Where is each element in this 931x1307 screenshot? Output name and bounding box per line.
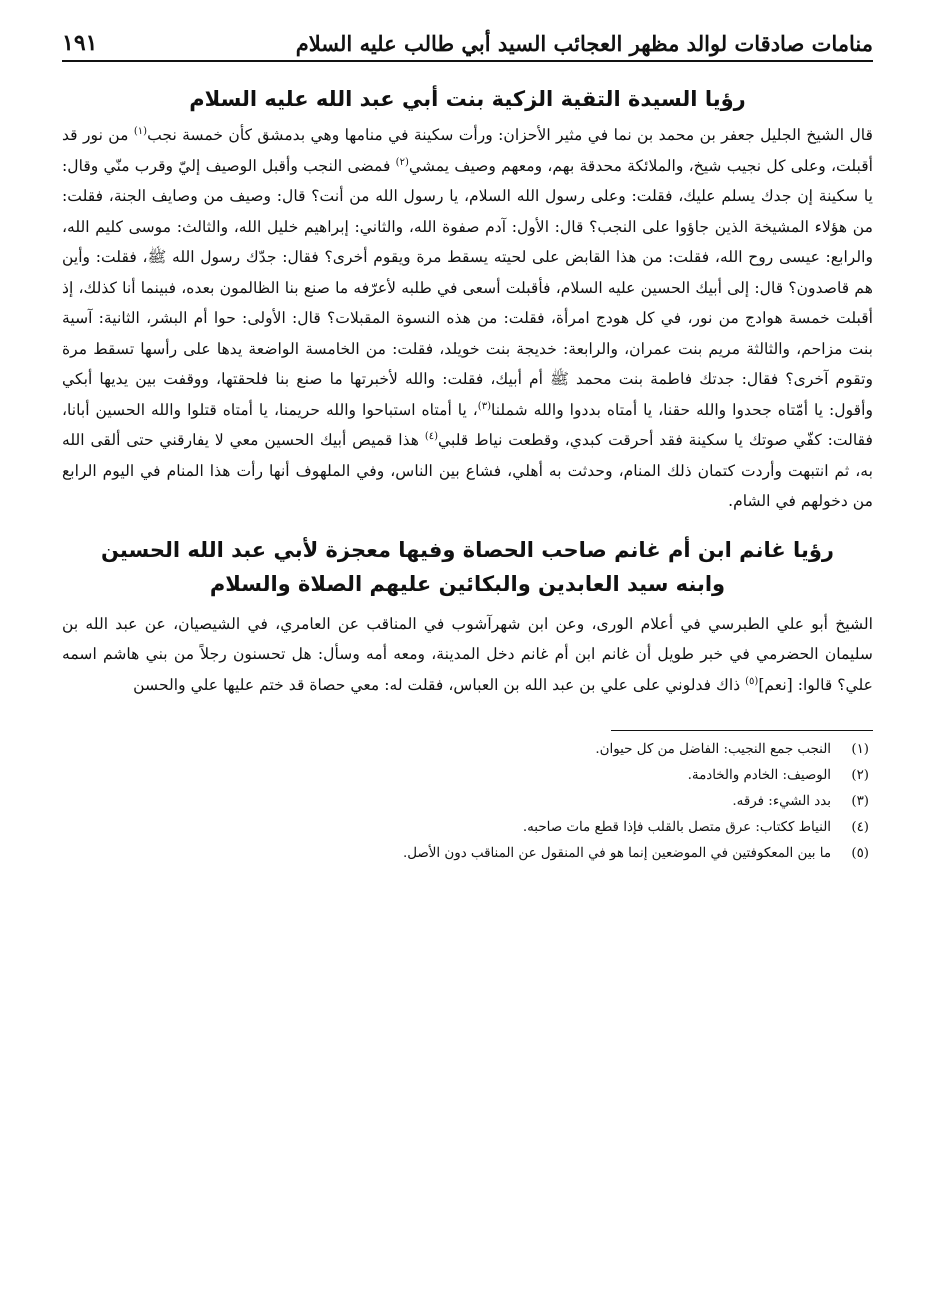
footnote-text: الوصيف: الخادم والخادمة. bbox=[687, 768, 831, 783]
footnotes-list bbox=[62, 737, 873, 867]
text-run: من نور قد أقبلت، وعلى كل نجيب شيخ، والملائكة محدقة بهم، ومعهم وصيف يمشي bbox=[62, 126, 873, 175]
footnote-ref-2: (٢) bbox=[395, 156, 409, 168]
footnote-ref-1: (١) bbox=[133, 125, 148, 137]
text-run: فمضى النجب وأقبل الوصيف إليّ وقرب منّي وقال: يا سكينة إن جدك يسلم عليك، فقلت: وعلى رسول الله السلام، يا رسول الله من أنت؟ قال: وصيف من وصايف الجنة، فقلت: من هؤلاء المشيخة الذين جاؤوا على النجب؟ قال: الأول: آدم صفوة الله، والثاني: إبراهيم خليل الله، والثالث: موسى كليم الله، والرابع: عيسى روح الله، فقلت: من هذا القابض على لحيته يسقط مرة ويقوم أخرى؟ فقال: جدّك رسول الله ﷺ، فقلت: وأين هم قاصدون؟ قال: إلى أبيك الحسين عليه السلام، فأقبلت أسعى في طلبه لأعرّفه ما صنع بنا الظالمون بعده، فبينما أنا كذلك، إذ أقبلت خمسة هوادج من نور، في كل هودج امرأة، فقلت: من هذه النسوة المقبلات؟ قال: الأولى: حوا أم البشر، الثانية: آسية بنت مزاحم، والثالثة مريم بنت عمران، والرابعة: خديجة بنت خويلد، فقلت: من الخامسة الواضعة يدها على رأسها تسقط مرة وتقوم آخرى؟ فقال: جدتك فاطمة بنت محمد ﷺ أم أبيك، فقلت: والله لأخبرتها ما صنع بنا فلحقتها، ووقفت بين يديها أبكي وأقول: يا أمّتاه جحدوا والله حقنا، يا أمتاه بددوا والله شملنا bbox=[62, 156, 873, 419]
text-run: ، يا أمتاه استباحوا والله حريمنا، يا أمتاه قتلوا والله الحسين أبانا، فقالت: كفّي صوتك يا سكينة فقد أحرقت كبدي، وقطعت نياط قلبي bbox=[62, 400, 873, 449]
footnote-item bbox=[62, 815, 869, 841]
section-heading-ghanim-dream bbox=[62, 533, 873, 601]
footnote-item bbox=[62, 763, 869, 789]
page-number: ١٩١ bbox=[62, 30, 98, 56]
heading-line-2: وابنه سيد العابدين والبكائين عليهم الصلاة والسلام bbox=[209, 571, 726, 596]
footnote-number: (٢) bbox=[851, 768, 869, 783]
text-run: قال الشيخ الجليل جعفر بن محمد بن نما في مثير الأحزان: ورأت سكينة في منامها وهي بدمشق كأن خمسة نجب bbox=[147, 126, 873, 144]
footnote-ref-5: (٥) bbox=[745, 675, 759, 687]
running-title: منامات صادقات لوالد مظهر العجائب السيد أبي طالب عليه السلام bbox=[295, 31, 873, 56]
text-run: ذاك فدلوني على علي بن عبد الله بن العباس، فقلت له: معي حصاة قد ختم عليها علي والحسن bbox=[133, 675, 746, 694]
text-run: الشيخ أبو علي الطبرسي في أعلام الورى، وعن ابن شهرآشوب في المناقب عن العامري، في الشيصيان، عن عبد الله بن سليمان الحضرمي في خبر طويل أن غانم ابن أم غانم دخل المدينة، ومعه أمه وسأل: هل تحسنون رجلاً من بني هاشم اسمه علي؟ قالوا: [نعم] bbox=[62, 614, 873, 694]
footnote-item bbox=[62, 737, 869, 763]
footnote-item bbox=[62, 789, 869, 815]
footnote-number: (٤) bbox=[851, 820, 869, 835]
footnote-text: بدد الشيء: فرقه. bbox=[732, 794, 831, 809]
footnote-ref-4: (٤) bbox=[424, 430, 439, 442]
footnote-text: النياط ككتاب: عرق متصل بالقلب فإذا قطع مات صاحبه. bbox=[522, 820, 831, 835]
body-paragraph-sukayna bbox=[62, 120, 873, 517]
footnote-item bbox=[62, 841, 869, 867]
section-heading-sukayna-dream: رؤيا السيدة التقية الزكية بنت أبي عبد الله عليه السلام bbox=[189, 87, 746, 111]
footnote-text: النجب جمع النجيب: الفاضل من كل حيوان. bbox=[595, 742, 831, 757]
text-run: هذا قميص أبيك الحسين معي لا يفارقني حتى ألقى الله به، ثم انتبهت وأردت كتمان ذلك المنام، وحدثت به أهلي، فشاع بين الناس، وفي الملهوف أنها رأت هذا المنام في اليوم الرابع من دخولهم في الشام. bbox=[62, 431, 873, 510]
footnote-ref-3: (٣) bbox=[477, 400, 491, 412]
footnote-number: (١) bbox=[851, 742, 869, 757]
footnote-number: (٣) bbox=[851, 794, 869, 809]
footnote-number: (٥) bbox=[851, 846, 869, 861]
body-paragraph-ghanim bbox=[62, 609, 873, 701]
heading-line-1: رؤيا غانم ابن أم غانم صاحب الحصاة وفيها معجزة لأبي عبد الله الحسين bbox=[101, 537, 834, 562]
footnote-divider bbox=[611, 730, 873, 731]
running-header bbox=[62, 30, 873, 62]
footnote-text: ما بين المعكوفتين في الموضعين إنما هو في المنقول عن المناقب دون الأصل. bbox=[403, 846, 831, 861]
book-page bbox=[62, 30, 873, 1287]
